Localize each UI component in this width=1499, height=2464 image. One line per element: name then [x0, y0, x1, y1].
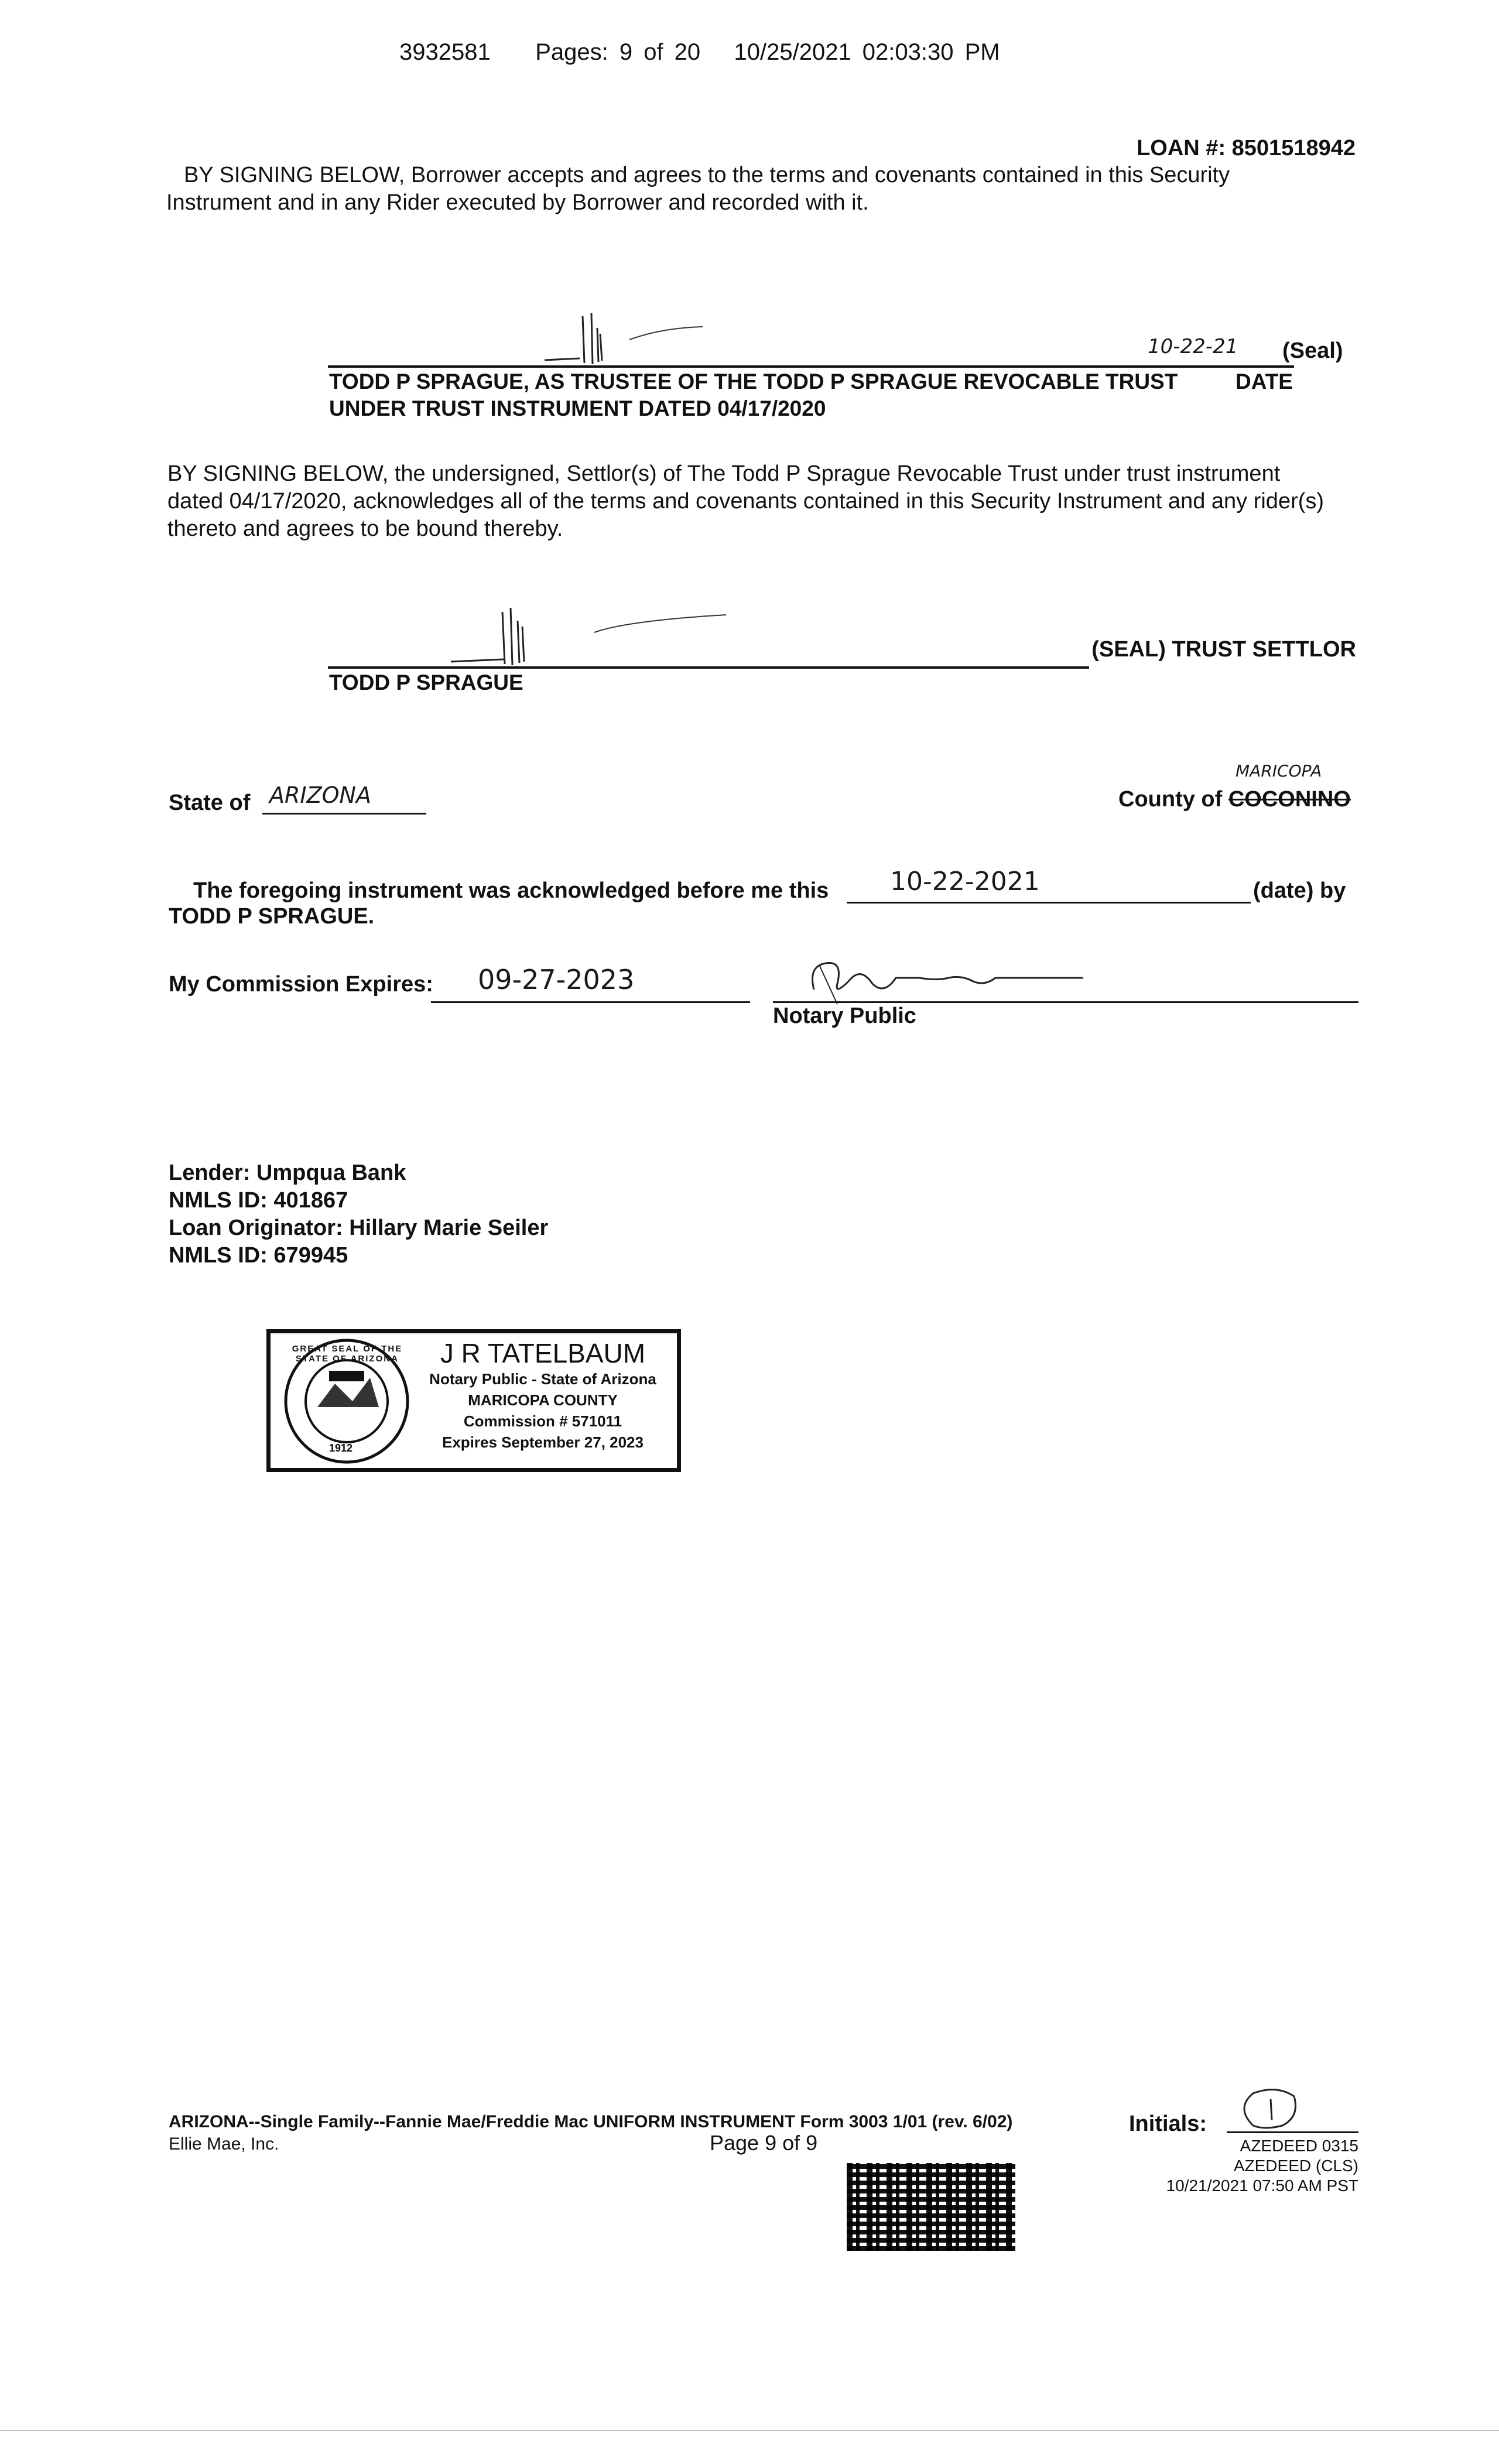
stamp-line-3: Commission # 571011 — [463, 1412, 622, 1430]
loan-number: LOAN #: 8501518942 — [1137, 136, 1356, 160]
form-vendor: Ellie Mae, Inc. — [169, 2134, 279, 2154]
state-handwritten: ARIZONA — [269, 782, 371, 808]
stamp-line-2: MARICOPA COUNTY — [468, 1391, 618, 1409]
stamp-line-4: Expires September 27, 2023 — [442, 1433, 644, 1451]
date-by-label: (date) by — [1253, 878, 1346, 903]
settlor-line-2: dated 04/17/2020, acknowledges all of the terms and covenants contained in this Security Instrument and any rider(s) — [167, 489, 1325, 514]
settlor-seal-label: (SEAL) TRUST SETTLOR — [1091, 637, 1356, 662]
acknowledgement-date-line — [847, 902, 1251, 904]
lender-info — [169, 1159, 548, 1269]
acknowledgement-date-handwritten: 10-22-2021 — [890, 867, 1040, 896]
page-number: Page 9 of 9 — [710, 2131, 818, 2155]
recording-header — [399, 39, 1000, 66]
initials-label: Initials: — [1129, 2111, 1207, 2136]
initials-line — [1227, 2131, 1358, 2133]
county-label-text: County of — [1118, 787, 1223, 812]
recording-timestamp: 10/25/2021 02:03:30 PM — [734, 39, 1000, 65]
notary-stamp — [266, 1329, 681, 1472]
acknowledgement-text: The foregoing instrument was acknowledged before me this — [193, 878, 829, 903]
stamp-text — [417, 1338, 669, 1453]
commission-expires-label: My Commission Expires: — [169, 972, 433, 997]
scan-edge — [0, 2430, 1499, 2431]
borrower-signature-mark — [509, 310, 755, 369]
date-label: DATE — [1236, 369, 1293, 393]
settlor-line-3: thereto and agrees to be bound thereby. — [167, 516, 563, 541]
state-underline — [262, 813, 426, 815]
seal-ring-text: GREAT SEAL OF THE STATE OF ARIZONA — [292, 1344, 403, 1364]
borrower-name-line-2: UNDER TRUST INSTRUMENT DATED 04/17/2020 — [329, 396, 826, 420]
acknowledged-name: TODD P SPRAGUE. — [169, 904, 375, 929]
footer-code-2: AZEDEED (CLS) — [1233, 2157, 1358, 2175]
borrower-handwritten-date: 10-22-21 — [1148, 335, 1238, 358]
state-label: State of — [169, 790, 251, 815]
borrower-acceptance-paragraph — [166, 162, 1356, 217]
settlor-name: TODD P SPRAGUE — [329, 670, 523, 694]
lender-nmls: NMLS ID: 401867 — [169, 1188, 348, 1213]
lender-name: Lender: Umpqua Bank — [169, 1161, 406, 1185]
county-handwritten: MARICOPA — [1236, 761, 1322, 781]
commission-date-handwritten: 09-27-2023 — [478, 964, 635, 995]
footer-code-1: AZEDEED 0315 — [1240, 2137, 1358, 2155]
settlor-line-1: BY SIGNING BELOW, the undersigned, Settlor(s) of The Todd P Sprague Revocable Trust under trust instrument — [167, 461, 1281, 486]
originator-nmls: NMLS ID: 679945 — [169, 1243, 348, 1268]
recording-number: 3932581 — [399, 39, 491, 65]
form-identifier: ARIZONA--Single Family--Fannie Mae/Freddie Mac UNIFORM INSTRUMENT Form 3003 1/01 (rev. 6/02) — [169, 2112, 1013, 2131]
acceptance-line-1: BY SIGNING BELOW, Borrower accepts and agrees to the terms and covenants contained in this Security — [184, 163, 1230, 187]
footer-codes — [1166, 2136, 1358, 2196]
initials-mark — [1230, 2085, 1312, 2131]
county-struck: COCONINO — [1228, 787, 1351, 812]
footer-code-3: 10/21/2021 07:50 AM PST — [1166, 2176, 1358, 2195]
stamp-line-1: Notary Public - State of Arizona — [429, 1370, 656, 1388]
borrower-name-line-1: TODD P SPRAGUE, AS TRUSTEE OF THE TODD P SPRAGUE REVOCABLE TRUST — [329, 369, 1178, 393]
page-count: Pages: 9 of 20 — [535, 39, 701, 65]
loan-originator: Loan Originator: Hillary Marie Seiler — [169, 1216, 549, 1240]
county-label — [1118, 786, 1351, 813]
settlor-acknowledgement-paragraph — [167, 460, 1362, 543]
acceptance-line-2: Instrument and in any Rider executed by Borrower and recorded with it. — [166, 190, 869, 215]
borrower-seal-label: (Seal) — [1282, 338, 1343, 363]
settlor-signature-mark — [433, 603, 738, 668]
notary-signature-mark — [802, 954, 1095, 1007]
seal-year: 1912 — [329, 1442, 353, 1454]
notary-public-label: Notary Public — [773, 1004, 916, 1028]
stamp-name: J R TATELBAUM — [440, 1338, 646, 1368]
barcode — [847, 2163, 1015, 2251]
commission-date-line — [431, 1001, 750, 1003]
